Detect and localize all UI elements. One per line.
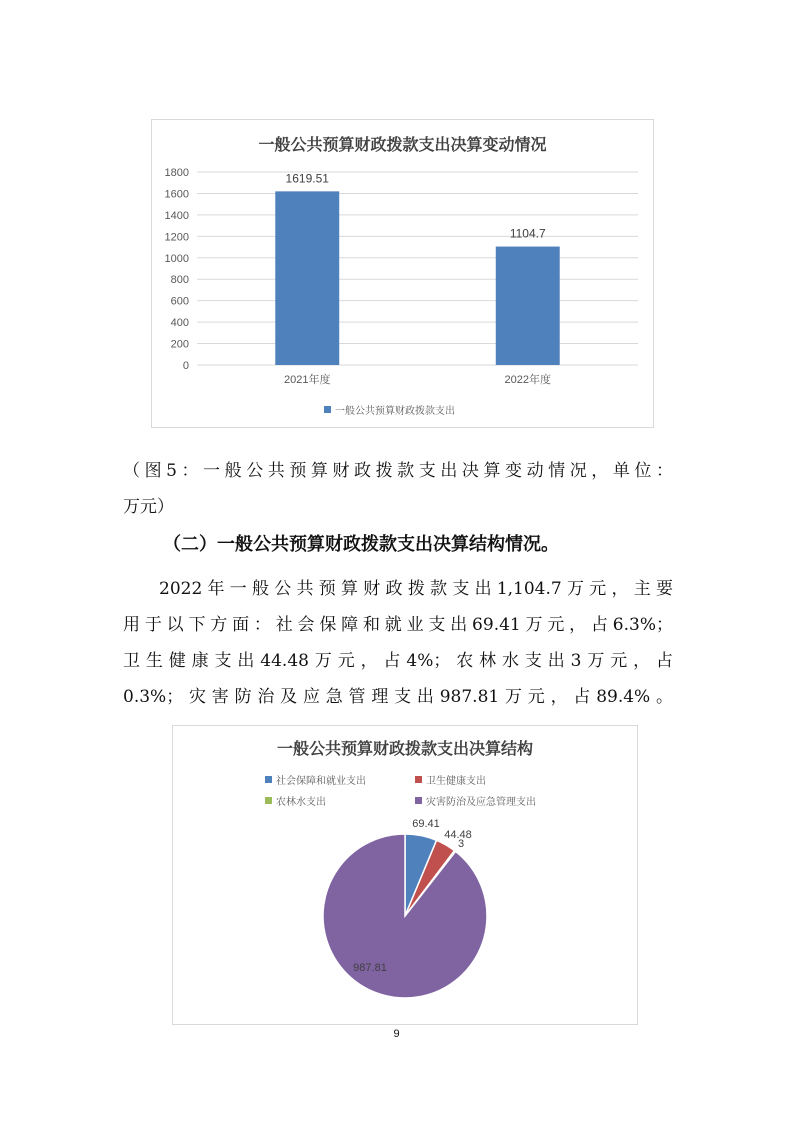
x-tick-label: 2022年度: [504, 374, 551, 386]
section-heading: （二）一般公共预算财政拨款支出决算结构情况。: [163, 534, 559, 555]
bar: [496, 247, 560, 365]
y-tick-label: 200: [170, 338, 189, 351]
y-tick-label: 0: [182, 360, 189, 372]
y-tick-label: 1200: [164, 231, 189, 244]
y-tick-label: 400: [170, 317, 189, 330]
bar-chart-plot: [152, 120, 653, 427]
pie-data-label: 3: [457, 838, 465, 850]
pie-legend-label: 卫生健康支出: [426, 776, 486, 787]
pie-chart-title: 一般公共预算财政拨款支出决算结构: [276, 739, 533, 758]
bar-chart: [151, 119, 654, 428]
pie-legend-label: 农林水支出: [276, 797, 326, 808]
pie-data-label: 987.81: [353, 962, 387, 974]
bar-chart-title: 一般公共预算财政拨款支出决算变动情况: [258, 135, 547, 154]
bar-data-label: 1104.7: [509, 226, 546, 241]
y-tick-label: 1600: [164, 188, 189, 201]
paragraph-line2: 用于以下方面：社会保障和就业支出69.41万元，占6.3%；: [123, 615, 673, 635]
pie-chart-plot: [173, 726, 637, 1024]
y-tick-label: 1000: [164, 252, 189, 265]
y-tick-label: 1400: [164, 209, 189, 222]
pie-chart: [172, 725, 638, 1025]
pie-legend-label: 社会保障和就业支出: [276, 776, 366, 787]
pie-slice: [323, 834, 487, 998]
paragraph-line1: 2022年一般公共预算财政拨款支出1,104.7万元，主要: [159, 579, 673, 599]
bar: [275, 191, 339, 365]
page-number: 9: [393, 1028, 400, 1040]
bar-legend-label: 一般公共预算财政拨款支出: [335, 406, 455, 417]
y-tick-label: 1800: [164, 167, 189, 179]
x-tick-label: 2021年度: [284, 374, 331, 386]
figure-caption-line1: （图5：一般公共预算财政拨款支出决算变动情况，单位：: [123, 461, 673, 481]
bar-legend: [324, 402, 455, 417]
pie-data-label: 69.41: [412, 818, 440, 830]
paragraph-line4: 0.3%；灾害防治及应急管理支出987.81万元，占89.4%。: [123, 687, 673, 707]
paragraph-line3: 卫生健康支出44.48万元，占4%；农林水支出3万元，占: [123, 651, 673, 671]
y-tick-label: 800: [170, 274, 189, 287]
pie-legend-label: 灾害防治及应急管理支出: [426, 797, 536, 808]
figure-caption-line2: 万元）: [123, 497, 174, 517]
bar-data-label: 1619.51: [285, 171, 329, 186]
pie-data-label: 44.48: [444, 829, 472, 841]
bar-legend-swatch: [324, 406, 331, 413]
y-tick-label: 600: [170, 295, 189, 308]
